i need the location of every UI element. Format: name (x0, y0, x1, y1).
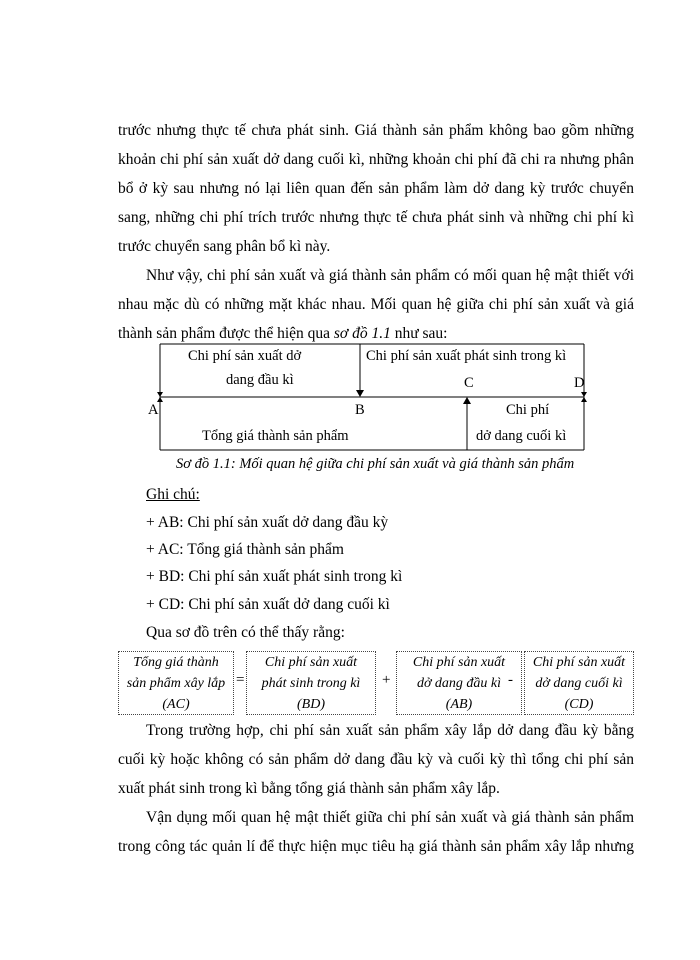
point-b-label: B (355, 402, 365, 418)
marker-d-bottom (581, 397, 587, 402)
notes-title: Ghi chú: (146, 486, 200, 503)
marker-a-top (157, 392, 163, 397)
plus-sign: + (382, 672, 391, 688)
paragraph-2-text: Như vậy, chi phí sản xuất và giá thành sản phẩm có mối quan hệ mật thiết với nhau mặc dù có những mặt khác nhau. Mối quan hệ giữa chi phí sản xuất và giá thành sản phẩm được thể hiện qua (118, 267, 634, 342)
minus-sign-glyph: - (508, 672, 513, 688)
equals-sign: = (236, 672, 245, 688)
formula-box-1-line-3: (AC) (162, 697, 190, 712)
label-bottom-left: Tổng giá thành sản phẩm (202, 428, 349, 444)
minus-sign (508, 672, 513, 689)
formula-box-3-line-2: dở dang đầu kì (416, 676, 502, 691)
label-top-right: Chi phí sản xuất phát sinh trong kì (366, 348, 567, 364)
formula-box-2-line-2: phát sinh trong kì (261, 676, 361, 691)
label-top-left-2: dang đầu kì (226, 372, 294, 388)
point-c-label: C (464, 375, 474, 391)
formula-box-4-line-1: Chi phí sản xuất (532, 655, 626, 670)
paragraph-1: trước nhưng thực tế chưa phát sinh. Giá thành sản phẩm không bao gồm những khoản chi phí sản xuất dở dang cuối kì, những khoản chi phí đã chi ra nhưng phân bổ ở kỳ sau nhưng nó lại liên quan đến sản phẩm làm dở dang kỳ trước chuyển sang, những chi phí trích trước nhưng thực tế chưa phát sinh và những chi phí kì trước chuyển sang phân bổ kì này. (118, 122, 634, 255)
diagram-reference: sơ đồ 1.1 (333, 325, 391, 342)
arrow-c (463, 397, 471, 404)
arrow-b (356, 390, 364, 397)
formula-box-incurred-cost (246, 651, 376, 715)
formula-box-4-line-2: dở dang cuối kì (535, 676, 623, 691)
note-bd: + BD: Chi phí sản xuất phát sinh trong kì (146, 568, 403, 585)
note-ab: + AB: Chi phí sản xuất dở dang đầu kỳ (146, 514, 389, 531)
formula-box-1-line-2: sản phẩm xây lắp (126, 676, 226, 691)
formula-box-1-line-1: Tổng giá thành (133, 655, 219, 670)
formula-box-2-line-3: (BD) (297, 697, 325, 712)
paragraph-3: Trong trường hợp, chi phí sản xuất sản phẩm xây lắp dở dang đầu kỳ bằng cuối kỳ hoặc không có sản phẩm dở dang đầu kỳ và cuối kỳ thì tổng chi phí sản xuất phát sinh trong kì bằng tổng giá thành sản phẩm xây lắp. (118, 722, 634, 797)
point-d-label: D (574, 375, 585, 391)
paragraph-4: Vận dụng mối quan hệ mật thiết giữa chi phí sản xuất và giá thành sản phẩm trong công tác quản lí để thực hiện mục tiêu hạ giá thành sản phẩm xây lắp nhưng (118, 809, 634, 855)
paragraph-2 (118, 261, 634, 348)
formula-box-total-cost (118, 651, 234, 715)
formula-box-closing-wip (524, 651, 634, 715)
diagram-caption: Sơ đồ 1.1: Mối quan hệ giữa chi phí sản xuất và giá thành sản phẩm (176, 456, 575, 472)
marker-d-top (581, 392, 587, 397)
paragraph-2-end: như sau: (390, 325, 448, 342)
formula-box-3-line-3: (AB) (445, 697, 473, 712)
note-cd: + CD: Chi phí sản xuất dở dang cuối kì (146, 596, 390, 613)
label-bottom-right-2: dở dang cuối kì (476, 428, 567, 444)
cost-formula (118, 651, 634, 715)
formula-box-opening-wip (396, 651, 522, 715)
note-ac: + AC: Tổng giá thành sản phẩm (146, 541, 344, 558)
label-top-left-1: Chi phí sản xuất dở (188, 348, 302, 364)
cost-relationship-diagram (148, 340, 598, 455)
formula-intro: Qua sơ đồ trên có thể thấy rằng: (146, 624, 345, 641)
formula-box-4-line-3: (CD) (564, 697, 594, 712)
formula-box-3-line-1: Chi phí sản xuất (412, 655, 506, 670)
label-bottom-right-1: Chi phí (506, 402, 550, 418)
point-a-label: A (148, 402, 159, 418)
formula-box-2-line-1: Chi phí sản xuất (264, 655, 358, 670)
